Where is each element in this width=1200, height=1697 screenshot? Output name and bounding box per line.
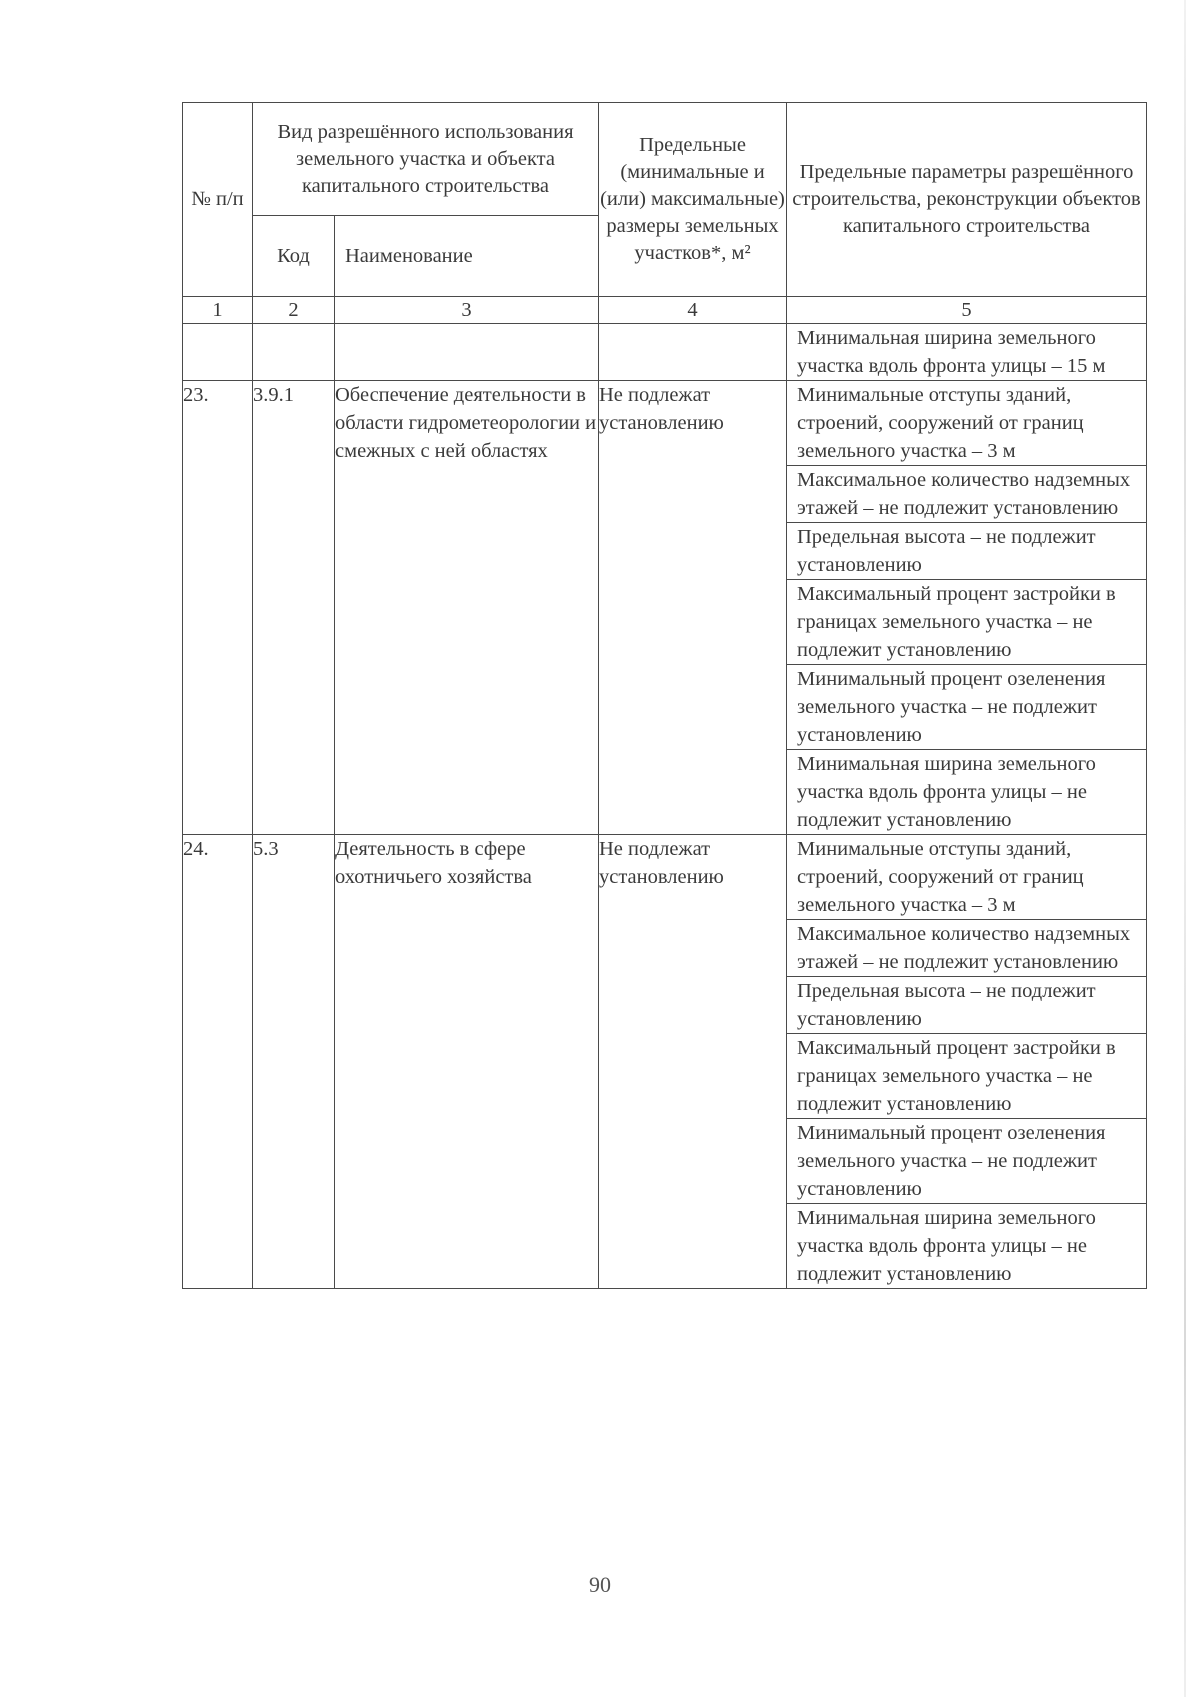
param-item: Максимальное количество надземных этажей – не подлежит установлению [787, 920, 1146, 977]
header-construction-params: Предельные параметры разрешённого строительства, реконструкции объектов капитального строительства [787, 103, 1147, 297]
param-item: Максимальный процент застройки в границах земельного участка – не подлежит установлению [787, 1034, 1146, 1119]
row-params [787, 835, 1147, 1289]
column-number: 3 [335, 297, 599, 324]
scan-edge [1184, 0, 1186, 1697]
column-number-row [183, 297, 1147, 324]
column-number: 5 [787, 297, 1147, 324]
table-row [183, 835, 1147, 1289]
param-item: Максимальный процент застройки в границах земельного участка – не подлежит установлению [787, 580, 1146, 665]
row-num: 23. [183, 381, 253, 835]
header-use-type: Вид разрешённого использования земельного участка и объекта капитального строительства [253, 103, 599, 216]
param-item: Минимальная ширина земельного участка вдоль фронта улицы – 15 м [797, 327, 1106, 377]
row-code: 5.3 [253, 835, 335, 1289]
row-name: Деятельность в сфере охотничьего хозяйства [335, 835, 599, 1289]
param-item: Минимальный процент озеленения земельного участка – не подлежит установлению [787, 1119, 1146, 1204]
header-num: № п/п [183, 103, 253, 297]
row-name: Обеспечение деятельности в области гидрометеорологии и смежных с ней областях [335, 381, 599, 835]
row-size [599, 324, 787, 381]
param-item: Предельная высота – не подлежит установлению [787, 523, 1146, 580]
row-code: 3.9.1 [253, 381, 335, 835]
param-item: Предельная высота – не подлежит установлению [787, 977, 1146, 1034]
row-code [253, 324, 335, 381]
row-num: 24. [183, 835, 253, 1289]
column-number: 2 [253, 297, 335, 324]
param-item: Минимальная ширина земельного участка вдоль фронта улицы – не подлежит установлению [797, 753, 1096, 831]
row-params [787, 324, 1147, 381]
param-item: Минимальный процент озеленения земельного участка – не подлежит установлению [787, 665, 1146, 750]
header-plot-sizes: Предельные (минимальные и (или) максимальные) размеры земельных участков*, м² [599, 103, 787, 297]
zoning-regulations-table [182, 102, 1147, 1289]
param-item: Минимальная ширина земельного участка вдоль фронта улицы – не подлежит установлению [797, 1207, 1096, 1285]
row-params [787, 381, 1147, 835]
table-row [183, 381, 1147, 835]
continuation-row [183, 324, 1147, 381]
column-number: 1 [183, 297, 253, 324]
column-number: 4 [599, 297, 787, 324]
row-num [183, 324, 253, 381]
param-item: Максимальное количество надземных этажей – не подлежит установлению [787, 466, 1146, 523]
row-name [335, 324, 599, 381]
param-item: Минимальные отступы зданий, строений, сооружений от границ земельного участка – 3 м [787, 381, 1146, 466]
row-size: Не подлежат установлению [599, 835, 787, 1289]
header-name: Наименование [335, 216, 599, 297]
row-size: Не подлежат установлению [599, 381, 787, 835]
param-item: Минимальные отступы зданий, строений, сооружений от границ земельного участка – 3 м [787, 835, 1146, 920]
header-row-top [183, 103, 1147, 216]
header-code: Код [253, 216, 335, 297]
page-number: 90 [589, 1572, 611, 1597]
